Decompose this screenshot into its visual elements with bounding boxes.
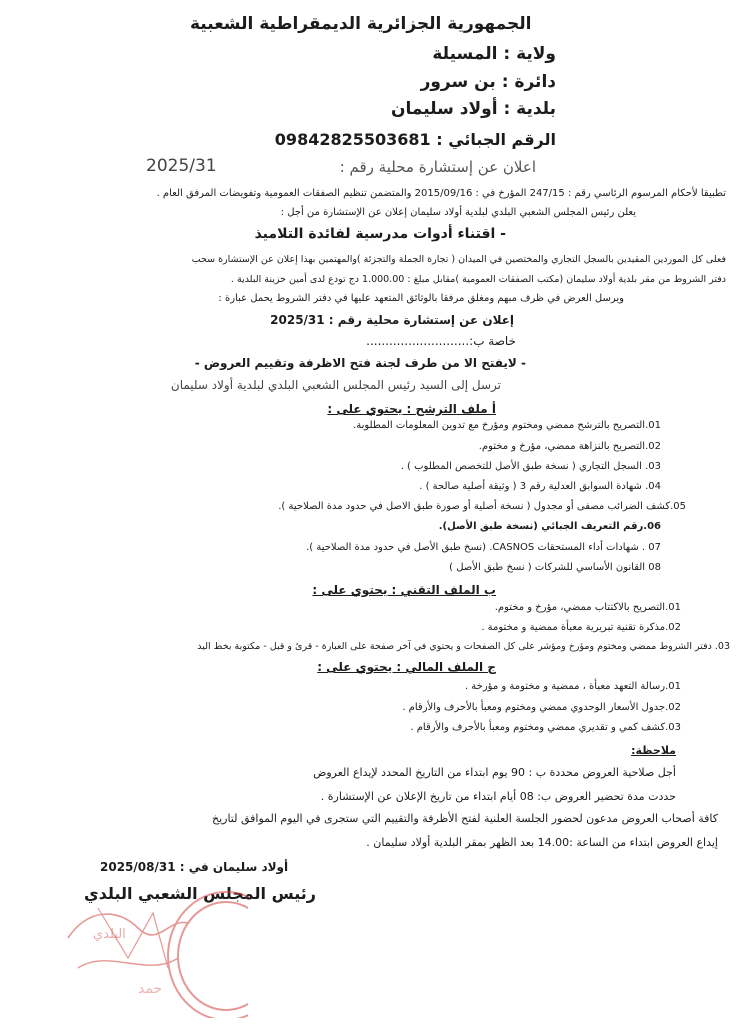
file-a-item-6: 06.رقم التعريف الجبائي (نسخة طبق الأصل). [438, 521, 661, 532]
subject-line: - اقتناء أدوات مدرسية لفائدة التلاميذ [254, 226, 506, 242]
notes-line-1: أجل صلاحية العروض محددة ب : 90 يوم ابتداء من التاريخ المحدد لإيداع العروض [313, 766, 676, 779]
tax-id-line: الرقم الجبائي : 09842825503681 [274, 130, 556, 149]
envelope-text: إعلان عن إستشارة محلية رقم : 2025/31 [270, 313, 514, 327]
file-a-item-4: 04. شهادة السوابق العدلية رقم 3 ( وثيقة أصلية صالحة ) . [419, 481, 661, 492]
file-a-item-3: 03. السجل التجاري ( نسخة طبق الأصل للتخصص المطلوب ) . [400, 461, 661, 472]
daira-line: دائرة : بن سرور [420, 72, 556, 92]
announcer-line: يعلن رئيس المجلس الشعبي البلدي لبلدية أولاد سليمان إعلان عن الإستشارة من أجل : [280, 207, 636, 218]
file-a-item-2: 02.التصريح بالنزاهة ممضي، مؤرخ و مختوم. [478, 441, 661, 452]
signer-title: رئيس المجلس الشعبي البلدي [84, 884, 316, 903]
file-a-item-8: 08 القانون الأساسي للشركات ( نسخ طبق الأصل ) [449, 562, 661, 573]
stamp-text-bottom: حمد [138, 981, 163, 997]
file-a-item-1: 01.التصريح بالترشح ممضي ومختوم ومؤرخ مع تدوين المعلومات المطلوبة. [353, 420, 661, 431]
stamp-text-top: البلدي [93, 927, 126, 942]
legal-basis: تطبيقا لأحكام المرسوم الرئاسي رقم : 247/15 المؤرخ في : 2015/09/16 والمتضمن تنظيم الصفقات العمومية وتفويضات المرفق العام . [156, 188, 726, 199]
special-line: خاصة ب:........................... [366, 334, 516, 348]
notes-heading-text: ملاحظة: [631, 744, 676, 757]
place-date: أولاد سليمان في : 2025/08/31 [100, 860, 289, 874]
notes-heading [631, 744, 676, 757]
notes-line-2: حددت مدة تحضير العروض ب: 08 أيام ابتداء من تاريخ الإعلان عن الإستشارة . [320, 790, 676, 803]
file-b-item-2: 02.مذكرة تقنية تبريرية معبأة ممضية و مختومة . [481, 622, 681, 633]
file-a-heading [327, 402, 496, 416]
notes-line-3: كافة أصحاب العروض مدعون لحضور الجلسة العلنية لفتح الأظرفة والتقييم التي ستجرى في اليوم الموافق لتاريخ [211, 812, 718, 825]
no-open-line: - لايفتح الا من طرف لجنة فتح الاظرفة وتقييم العروض - [194, 356, 526, 370]
file-c-heading [317, 660, 496, 674]
file-b-item-1: 01.التصريح بالاكتتاب ممضي، مؤرخ و مختوم. [494, 602, 681, 613]
notice-title: اعلان عن إستشارة محلية رقم : [339, 158, 536, 176]
para2-line: ويرسل العرض في ظرف مبهم ومغلق مرفقا بالوثائق المتعهد عليها في دفتر الشروط يحمل عبارة : [218, 293, 624, 304]
official-stamp [58, 868, 248, 1018]
notice-number: 2025/31 [146, 156, 217, 176]
file-c-item-2: 02.جدول الأسعار الوحدوي ممضي ومختوم ومعبأ بالأحرف والأرقام . [402, 702, 681, 713]
file-c-heading-text: ج الملف المالي : يحتوي على : [317, 660, 496, 674]
file-b-item-3: 03. دفتر الشروط ممضي ومختوم ومؤرخ ومؤشر على كل الصفحات و يحتوي في آخر صفحة على العبارة - قرئ و قبل - مكتوبة بخط اليد [197, 641, 730, 652]
send-to-line: ترسل إلى السيد رئيس المجلس الشعبي البلدي لبلدية أولاد سليمان [170, 378, 501, 392]
file-a-item-5: 05.كشف الضرائب مصفى أو مجدول ( نسخة أصلية أو صورة طبق الاصل في حدود مدة الصلاحية ). [278, 501, 686, 512]
republic-heading: الجمهورية الجزائرية الديمقراطية الشعبية [190, 14, 532, 34]
para1-line2: دفتر الشروط من مقر بلدية أولاد سليمان (مكتب الصفقات العمومية )مقابل مبلغ : 1.000.00 دج تودع لدى أمين خزينة البلدية . [230, 274, 726, 285]
file-c-item-1: 01.رسالة التعهد معبأة ، ممضية و مختومة و مؤرخة . [464, 681, 681, 692]
file-c-item-3: 03.كشف كمي و تقديري ممضي ومختوم ومعبأ بالأحرف والأرقام . [410, 722, 681, 733]
file-a-item-7: 07 . شهادات أداء المستحقات CASNOS. (نسخ طبق الأصل في حدود مدة الصلاحية ). [306, 542, 661, 553]
file-a-heading-text: أ ملف الترشح : يحتوي على : [327, 402, 496, 416]
commune-line: بلدية : أولاد سليمان [390, 99, 556, 119]
file-b-heading-text: ب الملف التقني : يحتوي على : [312, 583, 496, 597]
para1-line1: فعلى كل الموردين المقيدين بالسجل التجاري والمختصين في الميدان ( تجارة الجملة والتجزئة )والمهتمين بهذا إعلان عن الإستشارة سحب [191, 254, 726, 265]
wilaya-line: ولاية : المسيلة [432, 44, 556, 64]
notes-line-4: إيداع العروض ابتداء من الساعة :14.00 بعد الظهر بمقر البلدية أولاد سليمان . [366, 836, 718, 849]
file-b-heading [312, 583, 496, 597]
